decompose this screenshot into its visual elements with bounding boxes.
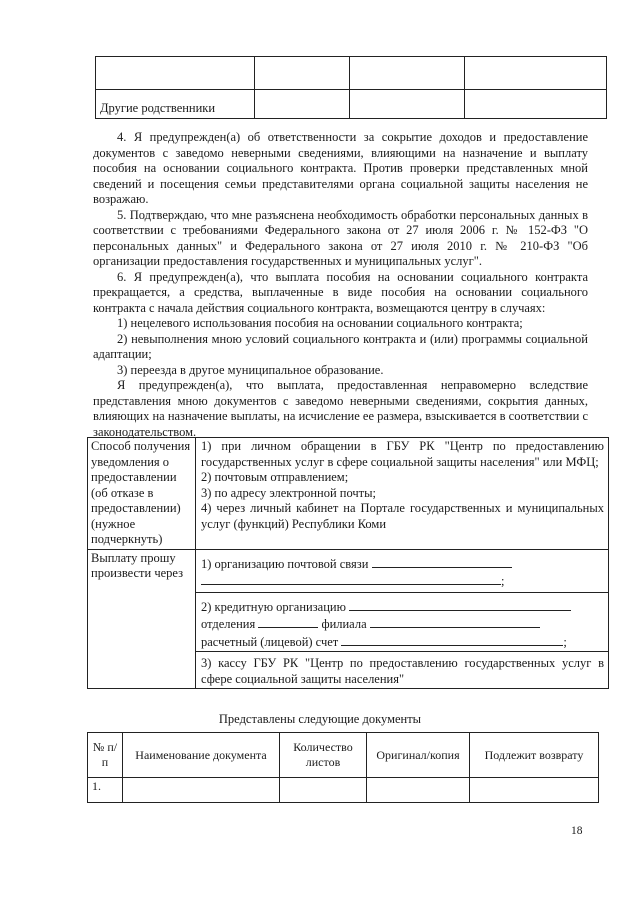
table-cell — [350, 57, 465, 90]
header-original-copy: Оригинал/копия — [367, 733, 470, 778]
post-office-field-line-2[interactable] — [201, 572, 501, 585]
notification-option-2[interactable]: 2) почтовым отправлением; — [201, 470, 349, 484]
paragraph-6-item-3: 3) переезда в другое муниципальное образование. — [117, 362, 384, 377]
header-to-return: Подлежит возврату — [470, 733, 599, 778]
paragraph-6-item-2: 2) невыполнения мною условий социального контракта и (или) программы социальной адаптации; — [93, 331, 588, 361]
paragraph-4: 4. Я предупрежден(а) об ответственности за сокрытие доходов и предоставление документов с заведомо неверными сведениями, влияющими на назначение и выплату пособия на основании социального контракта. Против проверки представленных мной сведений и посещения семьи представителями органа социальной защиты населения не возражаю. — [93, 130, 588, 206]
relatives-table — [95, 56, 607, 119]
paragraph-7: Я предупрежден(а), что выплата, предоставленная неправомерно вследствие представления мною документов с заведомо неверными сведениями, сокрытия данных, влияющих на назначение выплаты, на исчисление ее размера, взыскивается в соответствии с законодательством. — [93, 378, 588, 439]
table-row — [96, 57, 607, 90]
table-cell — [255, 57, 350, 90]
header-document-name: Наименование документа — [123, 733, 280, 778]
payment-option-cashdesk — [196, 652, 609, 689]
table-cell — [465, 90, 607, 119]
branch-label: отделения — [201, 617, 256, 631]
payment-bank-label: 2) кредитную организацию — [201, 599, 346, 614]
table-cell[interactable] — [470, 778, 599, 803]
account-field[interactable] — [341, 633, 563, 646]
paragraph-6-item-1: 1) нецелевого использования пособия на основании социального контракта; — [117, 316, 523, 330]
header-sheet-count: Количество листов — [280, 733, 367, 778]
paragraph-5: 5. Подтверждаю, что мне разъяснена необходимость обработки персональных данных в соответствии с требованиями Федерального закона от 27 июля 2006 г. № 152-ФЗ "О персональных данных" и Федерального закона от 27 июля 2010 г. № 210-ФЗ "Об организации предоставления государственных и муниципальных услуг". — [93, 207, 588, 268]
notification-method-label: Способ получения уведомления о предоставлении (об отказе в предоставлении) (нужное подчеркнуть) — [88, 438, 196, 550]
table-cell: Другие родственники — [96, 90, 255, 119]
header-number: № п/п — [88, 733, 123, 778]
filial-field[interactable] — [370, 615, 540, 628]
table-cell — [350, 90, 465, 119]
paragraph-6: 6. Я предупрежден(а), что выплата пособия на основании социального контракта прекращается, а средства, выплаченные в виде пособия на основании социального контракта с начала действия социального контракта, возмещаются центру в случаях: — [93, 269, 588, 315]
table-cell[interactable] — [367, 778, 470, 803]
table-cell[interactable] — [123, 778, 280, 803]
table-row — [96, 90, 607, 119]
payment-option-post: 1) организацию почтовой связи ; — [196, 549, 609, 592]
table-cell[interactable] — [280, 778, 367, 803]
notification-option-3[interactable]: 3) по адресу электронной почты; — [201, 485, 377, 500]
notification-option-4[interactable]: 4) через личный кабинет на Портале государственных и муниципальных услуг (функций) Республики Коми — [201, 501, 604, 531]
documents-heading: Представлены следующие документы — [218, 712, 422, 726]
notification-option-1[interactable]: 1) при личном обращении в ГБУ РК "Центр по предоставлению государственных услуг в сфере социальной защиты населения" или МФЦ; — [201, 439, 604, 469]
table-row — [88, 549, 609, 592]
payment-post-label: 1) организацию почтовой связи — [201, 556, 369, 571]
bank-name-field[interactable] — [349, 598, 571, 611]
table-cell: 1. — [88, 778, 123, 803]
declaration-text — [93, 130, 588, 440]
payment-option-bank: 2) кредитную организацию отделения филиала расчетный (лицевой) счет ; — [196, 592, 609, 652]
table-cell — [96, 57, 255, 90]
table-row — [88, 438, 609, 550]
documents-table — [87, 732, 599, 803]
table-row — [88, 778, 599, 803]
table-cell — [465, 57, 607, 90]
filial-label: филиала — [321, 617, 367, 631]
payment-cashdesk-label[interactable]: 3) кассу ГБУ РК "Центр по предоставлению государственных услуг в сфере социальной защиты населения" — [201, 656, 604, 686]
table-header-row — [88, 733, 599, 778]
account-label: расчетный (лицевой) счет — [201, 634, 339, 649]
post-office-field[interactable] — [372, 555, 512, 568]
table-cell — [255, 90, 350, 119]
page-number: 18 — [571, 825, 583, 837]
payment-method-label: Выплату прошу произвести через — [88, 549, 196, 689]
branch-field[interactable] — [258, 615, 318, 628]
notification-payment-table — [87, 437, 609, 689]
notification-options — [196, 438, 609, 550]
